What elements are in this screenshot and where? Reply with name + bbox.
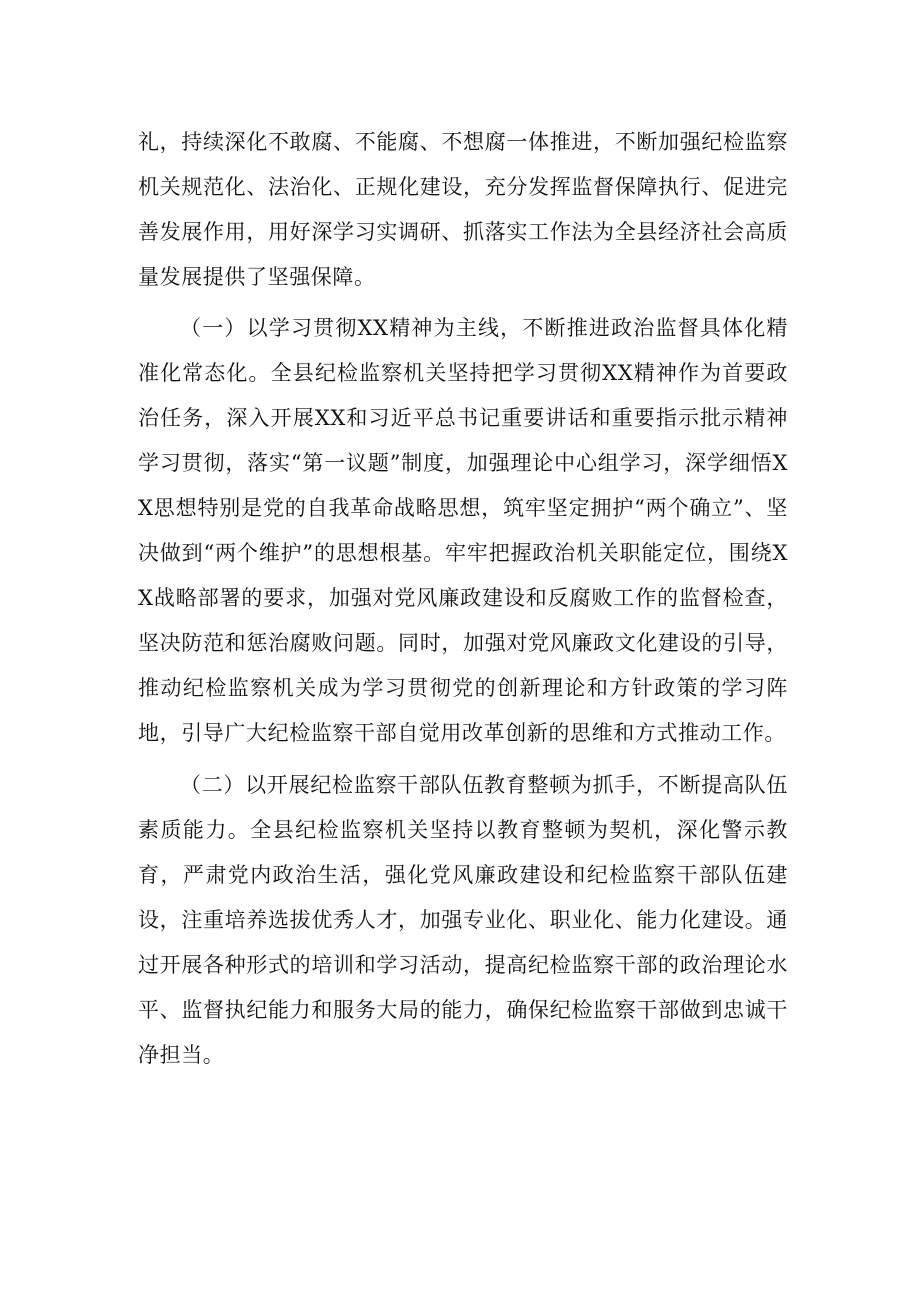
document-body [138, 120, 788, 1078]
paragraph-section-two: （二）以开展纪检监察干部队伍教育整顿为抓手，不断提高队伍素质能力。全县纪检监察机关坚持以教育整顿为契机，深化警示教育，严肃党内政治生活，强化党风廉政建设和纪检监察干部队伍建设，注重培养选拔优秀人才，加强专业化、职业化、能力化建设。通过开展各种形式的培训和学习活动，提高纪检监察干部的政治理论水平、监督执纪能力和服务大局的能力，确保纪检监察干部做到忠诚干净担当。 [138, 773, 788, 1067]
paragraph-continuation: 礼，持续深化不敢腐、不能腐、不想腐一体推进，不断加强纪检监察机关规范化、法治化、正规化建设，充分发挥监督保障执行、促进完善发展作用，用好深学习实调研、抓落实工作法为全县经济社会高质量发展提供了坚强保障。 [138, 130, 788, 289]
paragraph-section-one: （一）以学习贯彻XX精神为主线，不断推进政治监督具体化精准化常态化。全县纪检监察机关坚持把学习贯彻XX精神作为首要政治任务，深入开展XX和习近平总书记重要讲话和重要指示批示精神学习贯彻，落实“第一议题”制度，加强理论中心组学习，深学细悟XX思想特别是党的自我革命战略思想，筑牢坚定拥护“两个确立”、坚决做到“两个维护”的思想根基。牢牢把握政治机关职能定位，围绕XX战略部署的要求，加强对党风廉政建设和反腐败工作的监督检查，坚决防范和惩治腐败问题。同时，加强对党风廉政文化建设的引导，推动纪检监察机关成为学习贯彻党的创新理论和方针政策的学习阵地，引导广大纪检监察干部自觉用改革创新的思维和方式推动工作。 [138, 316, 788, 745]
